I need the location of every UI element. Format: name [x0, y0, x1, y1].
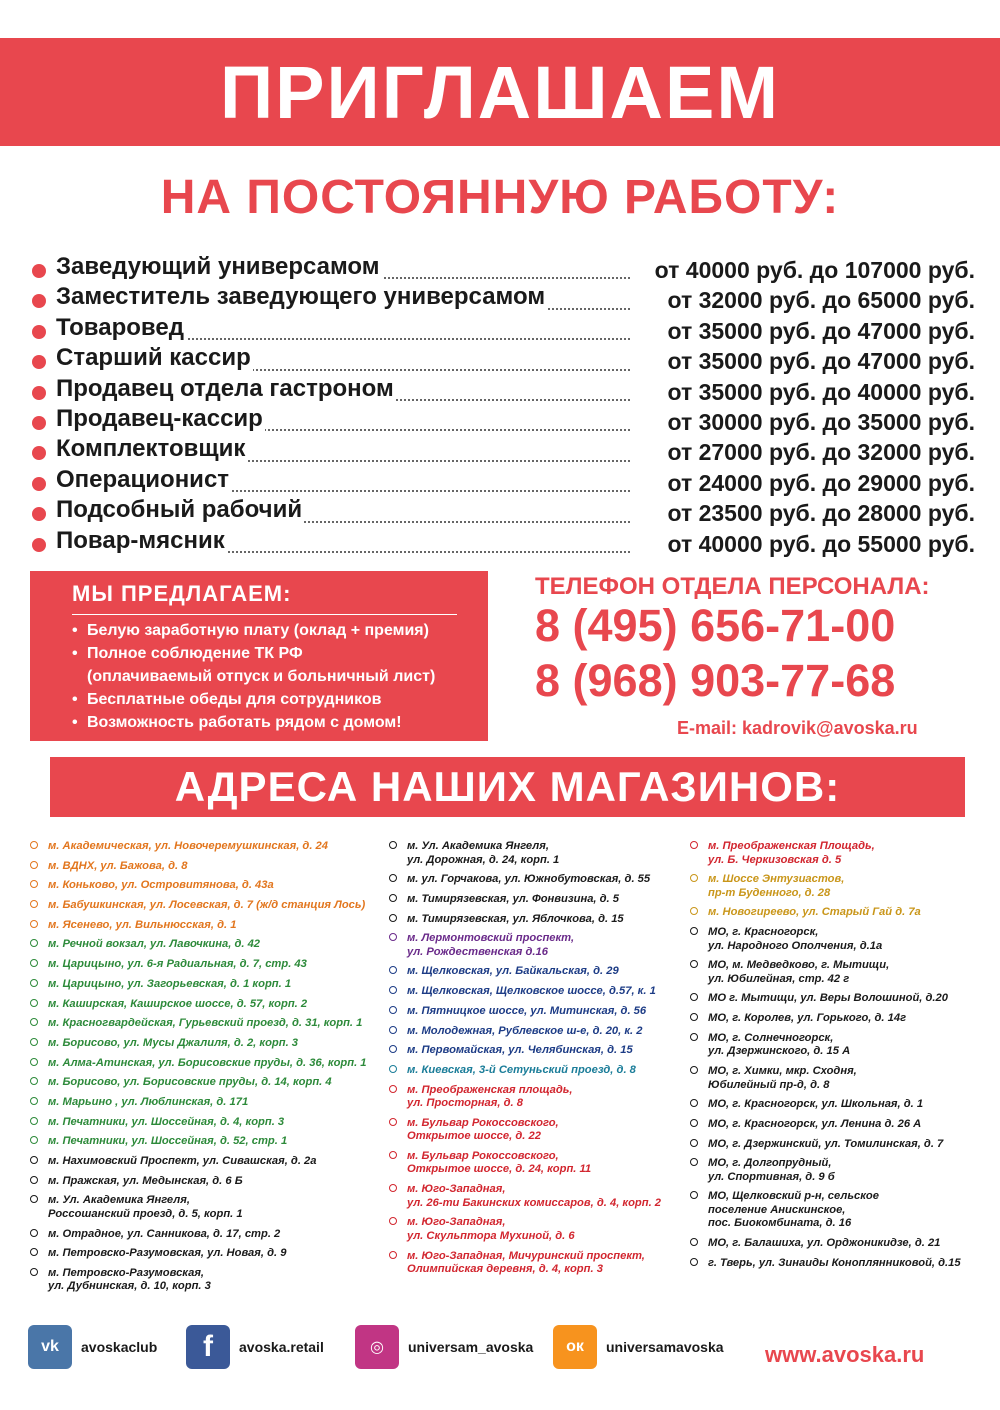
circle-bullet-icon — [389, 1251, 397, 1259]
address-item: м. Ул. Академика Янгеля, ул. Дорожная, д. 24, корп. 1 — [385, 840, 661, 867]
circle-bullet-icon — [389, 1006, 397, 1014]
circle-bullet-icon — [30, 1229, 38, 1237]
circle-bullet-icon — [30, 1195, 38, 1203]
job-row — [30, 527, 975, 557]
address-item: м. Печатники, ул. Шоссейная, д. 4, корп. 3 — [26, 1116, 367, 1130]
circle-bullet-icon — [30, 841, 38, 849]
offer-box — [30, 571, 488, 741]
address-item: МО, Щелковский р-н, сельское поселение Анискинское, пос. Биокомбината, д. 16 — [686, 1190, 961, 1231]
social-vk[interactable] — [28, 1325, 157, 1369]
address-item: м. Речной вокзал, ул. Лавочкина, д. 42 — [26, 938, 367, 952]
odnoklassniki-icon: ок — [553, 1325, 597, 1369]
bullet-icon — [32, 264, 46, 278]
job-salary: от 40000 руб. до 107000 руб. — [654, 257, 975, 283]
circle-bullet-icon — [30, 1156, 38, 1164]
social-label: avoska.retail — [239, 1339, 324, 1355]
circle-bullet-icon — [30, 1018, 38, 1026]
offer-item: • Бесплатные обеды для сотрудников — [72, 688, 435, 711]
circle-bullet-icon — [30, 900, 38, 908]
job-list — [30, 253, 975, 557]
address-item: МО, г. Балашиха, ул. Орджоникидзе, д. 21 — [686, 1237, 961, 1251]
address-item: м. Юго-Западная, ул. Скульптора Мухиной, д. 6 — [385, 1216, 661, 1243]
circle-bullet-icon — [30, 979, 38, 987]
job-title: Заместитель заведующего универсамом — [56, 283, 546, 311]
offer-item: • Белую заработную плату (оклад + премия) — [72, 619, 435, 642]
offer-list — [72, 619, 435, 734]
job-title: Заведующий универсамом — [56, 253, 380, 280]
job-title: Продавец-кассир — [56, 404, 263, 432]
address-column-3 — [686, 840, 961, 1277]
bullet-icon: • — [72, 714, 78, 731]
address-item: м. Царицыно, ул. 6-я Радиальная, д. 7, стр. 43 — [26, 958, 367, 972]
vk-icon: vk — [28, 1325, 72, 1369]
address-item: м. Бульвар Рокоссовского, Открытое шоссе, д. 24, корп. 11 — [385, 1150, 661, 1177]
circle-bullet-icon — [30, 1136, 38, 1144]
circle-bullet-icon — [30, 959, 38, 967]
address-item: МО, г. Красногорск, ул. Ленина д. 26 А — [686, 1118, 961, 1132]
address-item: МО, г. Королев, ул. Горького, д. 14г — [686, 1012, 961, 1026]
bullet-icon: • — [72, 691, 78, 708]
circle-bullet-icon — [690, 1066, 698, 1074]
address-item: м. Ясенево, ул. Вильнюсская, д. 1 — [26, 919, 367, 933]
address-item: МО, г. Красногорск, ул. Народного Ополчения, д.1а — [686, 926, 961, 953]
address-item: м. Бульвар Рокоссовского, Открытое шоссе, д. 22 — [385, 1117, 661, 1144]
circle-bullet-icon — [30, 880, 38, 888]
address-item: м. Преображенская Площадь, ул. Б. Черкизовская д. 5 — [686, 840, 961, 867]
circle-bullet-icon — [690, 1139, 698, 1147]
job-row — [30, 405, 975, 435]
address-item: м. Тимирязевская, ул. Фонвизина, д. 5 — [385, 893, 661, 907]
circle-bullet-icon — [30, 861, 38, 869]
address-item: МО г. Мытищи, ул. Веры Волошиной, д.20 — [686, 992, 961, 1006]
circle-bullet-icon — [690, 960, 698, 968]
facebook-icon: f — [186, 1325, 230, 1369]
addresses-banner — [50, 757, 965, 817]
circle-bullet-icon — [389, 1065, 397, 1073]
circle-bullet-icon — [690, 927, 698, 935]
circle-bullet-icon — [30, 1268, 38, 1276]
job-row — [30, 466, 975, 496]
circle-bullet-icon — [690, 907, 698, 915]
page-title: ПРИГЛАШАЕМ — [219, 50, 780, 134]
circle-bullet-icon — [690, 993, 698, 1001]
job-row — [30, 344, 975, 374]
social-odnoklassniki[interactable] — [553, 1325, 724, 1369]
job-title: Повар-мясник — [56, 526, 225, 554]
address-item: м. Печатники, ул. Шоссейная, д. 52, стр. 1 — [26, 1135, 367, 1149]
address-item: м. Нахимовский Проспект, ул. Сивашская, д. 2а — [26, 1155, 367, 1169]
address-item: м. Щелковская, Щелковское шоссе, д.57, к. 1 — [385, 985, 661, 999]
job-row — [30, 253, 975, 283]
circle-bullet-icon — [30, 1117, 38, 1125]
address-item: м. Юго-Западная, Мичуринский проспект, Олимпийская деревня, д. 4, корп. 3 — [385, 1250, 661, 1277]
job-title: Продавец отдела гастроном — [56, 374, 394, 402]
bullet-icon — [32, 416, 46, 430]
job-title: Комплектовщик — [56, 435, 246, 463]
address-item: м. Каширская, Каширское шоссе, д. 57, корп. 2 — [26, 998, 367, 1012]
offer-title: МЫ ПРЕДЛАГАЕМ: — [72, 581, 292, 606]
circle-bullet-icon — [690, 841, 698, 849]
circle-bullet-icon — [690, 874, 698, 882]
address-item: м. Борисово, ул. Борисовские пруды, д. 14, корп. 4 — [26, 1076, 367, 1090]
social-facebook[interactable] — [186, 1325, 324, 1369]
address-column-1 — [26, 840, 367, 1300]
circle-bullet-icon — [690, 1258, 698, 1266]
circle-bullet-icon — [690, 1119, 698, 1127]
social-label: universamavoska — [606, 1339, 724, 1355]
circle-bullet-icon — [690, 1013, 698, 1021]
social-label: universam_avoska — [408, 1339, 534, 1355]
circle-bullet-icon — [389, 986, 397, 994]
circle-bullet-icon — [690, 1238, 698, 1246]
job-title: Товаровед — [56, 313, 184, 341]
address-item: МО, г. Химки, мкр. Сходня, Юбилейный пр-д, д. 8 — [686, 1065, 961, 1092]
circle-bullet-icon — [30, 1176, 38, 1184]
address-item: м. Ул. Академика Янгеля, Россошанский проезд, д. 5, корп. 1 — [26, 1194, 367, 1221]
job-row — [30, 314, 975, 344]
address-item: м. Лермонтовский проспект, ул. Рождественская д.16 — [385, 932, 661, 959]
website-link[interactable]: www.avoska.ru — [765, 1342, 925, 1367]
circle-bullet-icon — [389, 1118, 397, 1126]
address-item: МО, г. Дзержинский, ул. Томилинская, д. 7 — [686, 1138, 961, 1152]
job-row — [30, 496, 975, 526]
phone-number-2[interactable]: 8 (968) 903-77-68 — [535, 655, 896, 706]
circle-bullet-icon — [690, 1158, 698, 1166]
job-title: Операционист — [56, 465, 230, 493]
address-item: м. Петровско-Разумовская, ул. Новая, д. 9 — [26, 1247, 367, 1261]
circle-bullet-icon — [30, 1097, 38, 1105]
circle-bullet-icon — [389, 1217, 397, 1225]
address-item: м. Академическая, ул. Новочеремушкинская, д. 24 — [26, 840, 367, 854]
job-salary: от 30000 руб. до 35000 руб. — [667, 408, 975, 435]
bullet-icon — [32, 446, 46, 460]
email-link[interactable]: E-mail: kadrovik@avoska.ru — [677, 718, 918, 738]
bullet-icon — [32, 477, 46, 491]
offer-item: • Полное соблюдение ТК РФ — [72, 642, 435, 665]
job-title: Старший кассир — [56, 344, 251, 372]
address-item: м. Царицыно, ул. Загорьевская, д. 1 корп. 1 — [26, 978, 367, 992]
circle-bullet-icon — [389, 874, 397, 882]
circle-bullet-icon — [389, 1026, 397, 1034]
address-item: м. Пражская, ул. Медынская, д. 6 Б — [26, 1175, 367, 1189]
bullet-icon — [32, 294, 46, 308]
address-item: м. Щелковская, ул. Байкальская, д. 29 — [385, 965, 661, 979]
address-item: м. ул. Горчакова, ул. Южнобутовская, д. 55 — [385, 873, 661, 887]
page-subtitle: НА ПОСТОЯННУЮ РАБОТУ: — [160, 171, 840, 224]
circle-bullet-icon — [389, 966, 397, 974]
address-item: м. Первомайская, ул. Челябинская, д. 15 — [385, 1044, 661, 1058]
phone-title: ТЕЛЕФОН ОТДЕЛА ПЕРСОНАЛА: — [535, 573, 930, 600]
circle-bullet-icon — [389, 1151, 397, 1159]
bullet-icon: • — [72, 645, 78, 662]
circle-bullet-icon — [30, 999, 38, 1007]
circle-bullet-icon — [690, 1033, 698, 1041]
circle-bullet-icon — [389, 1045, 397, 1053]
header-banner — [0, 38, 1000, 146]
address-item: МО, г. Красногорск, ул. Школьная, д. 1 — [686, 1098, 961, 1112]
circle-bullet-icon — [389, 894, 397, 902]
job-salary: от 35000 руб. до 47000 руб. — [667, 317, 975, 344]
phone-number-1[interactable]: 8 (495) 656-71-00 — [535, 600, 896, 651]
bullet-icon — [32, 507, 46, 521]
circle-bullet-icon — [30, 1248, 38, 1256]
address-item: МО, г. Долгопрудный, ул. Спортивная, д. 9 б — [686, 1157, 961, 1184]
circle-bullet-icon — [30, 1077, 38, 1085]
address-item: МО, г. Солнечногорск, ул. Дзержинского, д. 15 А — [686, 1032, 961, 1059]
offer-item: • Возможность работать рядом с домом! — [72, 711, 435, 734]
address-column-2 — [385, 840, 661, 1283]
bullet-icon: • — [72, 622, 78, 639]
job-salary: от 24000 руб. до 29000 руб. — [667, 469, 975, 496]
circle-bullet-icon — [690, 1191, 698, 1199]
social-instagram[interactable] — [355, 1325, 533, 1369]
job-row — [30, 435, 975, 465]
job-salary: от 35000 руб. до 47000 руб. — [667, 348, 975, 375]
circle-bullet-icon — [30, 939, 38, 947]
job-salary: от 40000 руб. до 55000 руб. — [667, 530, 975, 557]
job-salary: от 32000 руб. до 65000 руб. — [667, 287, 975, 314]
address-item: м. Алма-Атинская, ул. Борисовские пруды, д. 36, корп. 1 — [26, 1057, 367, 1071]
bullet-icon — [32, 538, 46, 552]
circle-bullet-icon — [389, 933, 397, 941]
address-item: м. Тимирязевская, ул. Яблочкова, д. 15 — [385, 913, 661, 927]
social-label: avoskaclub — [81, 1339, 158, 1355]
address-item: м. Новогиреево, ул. Старый Гай д. 7а — [686, 906, 961, 920]
job-salary: от 35000 руб. до 40000 руб. — [667, 378, 975, 405]
job-row — [30, 375, 975, 405]
job-row — [30, 283, 975, 313]
offer-item: (оплачиваемый отпуск и больничный лист) — [87, 668, 436, 685]
address-item: м. Киевская, 3-й Сетуньский проезд, д. 8 — [385, 1064, 661, 1078]
address-item: м. Молодежная, Рублевское ш-е, д. 20, к. 2 — [385, 1025, 661, 1039]
address-item: м. ВДНХ, ул. Бажова, д. 8 — [26, 860, 367, 874]
address-item: м. Петровско-Разумовская, ул. Дубнинская, д. 10, корп. 3 — [26, 1267, 367, 1294]
address-item: м. Борисово, ул. Мусы Джалиля, д. 2, корп. 3 — [26, 1037, 367, 1051]
bullet-icon — [32, 386, 46, 400]
job-salary: от 27000 руб. до 32000 руб. — [667, 439, 975, 466]
address-item: м. Шоссе Энтузиастов, пр-т Буденного, д. 28 — [686, 873, 961, 900]
offer-divider — [72, 614, 457, 615]
circle-bullet-icon — [690, 1099, 698, 1107]
job-title: Подсобный рабочий — [56, 496, 303, 524]
address-item: м. Красногвардейская, Гурьевский проезд, д. 31, корп. 1 — [26, 1017, 367, 1031]
bullet-icon — [32, 325, 46, 339]
bullet-icon — [32, 355, 46, 369]
job-salary: от 23500 руб. до 28000 руб. — [667, 500, 975, 527]
address-item: м. Отрадное, ул. Санникова, д. 17, стр. 2 — [26, 1228, 367, 1242]
circle-bullet-icon — [389, 1085, 397, 1093]
instagram-icon: ◎ — [355, 1325, 399, 1369]
circle-bullet-icon — [389, 914, 397, 922]
circle-bullet-icon — [389, 841, 397, 849]
addresses-title: АДРЕСА НАШИХ МАГАЗИНОВ: — [174, 763, 841, 810]
address-item: м. Бабушкинская, ул. Лосевская, д. 7 (ж/д станция Лось) — [26, 899, 367, 913]
circle-bullet-icon — [389, 1184, 397, 1192]
circle-bullet-icon — [30, 920, 38, 928]
address-item: м. Юго-Западная, ул. 26-ти Бакинских комиссаров, д. 4, корп. 2 — [385, 1183, 661, 1210]
address-item: МО, м. Медведково, г. Мытищи, ул. Юбилейная, стр. 42 г — [686, 959, 961, 986]
circle-bullet-icon — [30, 1038, 38, 1046]
address-item: м. Коньково, ул. Островитянова, д. 43а — [26, 879, 367, 893]
address-item: г. Тверь, ул. Зинаиды Коноплянниковой, д.15 — [686, 1257, 961, 1271]
address-item: м. Преображенская площадь, ул. Просторная, д. 8 — [385, 1084, 661, 1111]
address-item: м. Марьино , ул. Люблинская, д. 171 — [26, 1096, 367, 1110]
circle-bullet-icon — [30, 1058, 38, 1066]
address-item: м. Пятницкое шоссе, ул. Митинская, д. 56 — [385, 1005, 661, 1019]
